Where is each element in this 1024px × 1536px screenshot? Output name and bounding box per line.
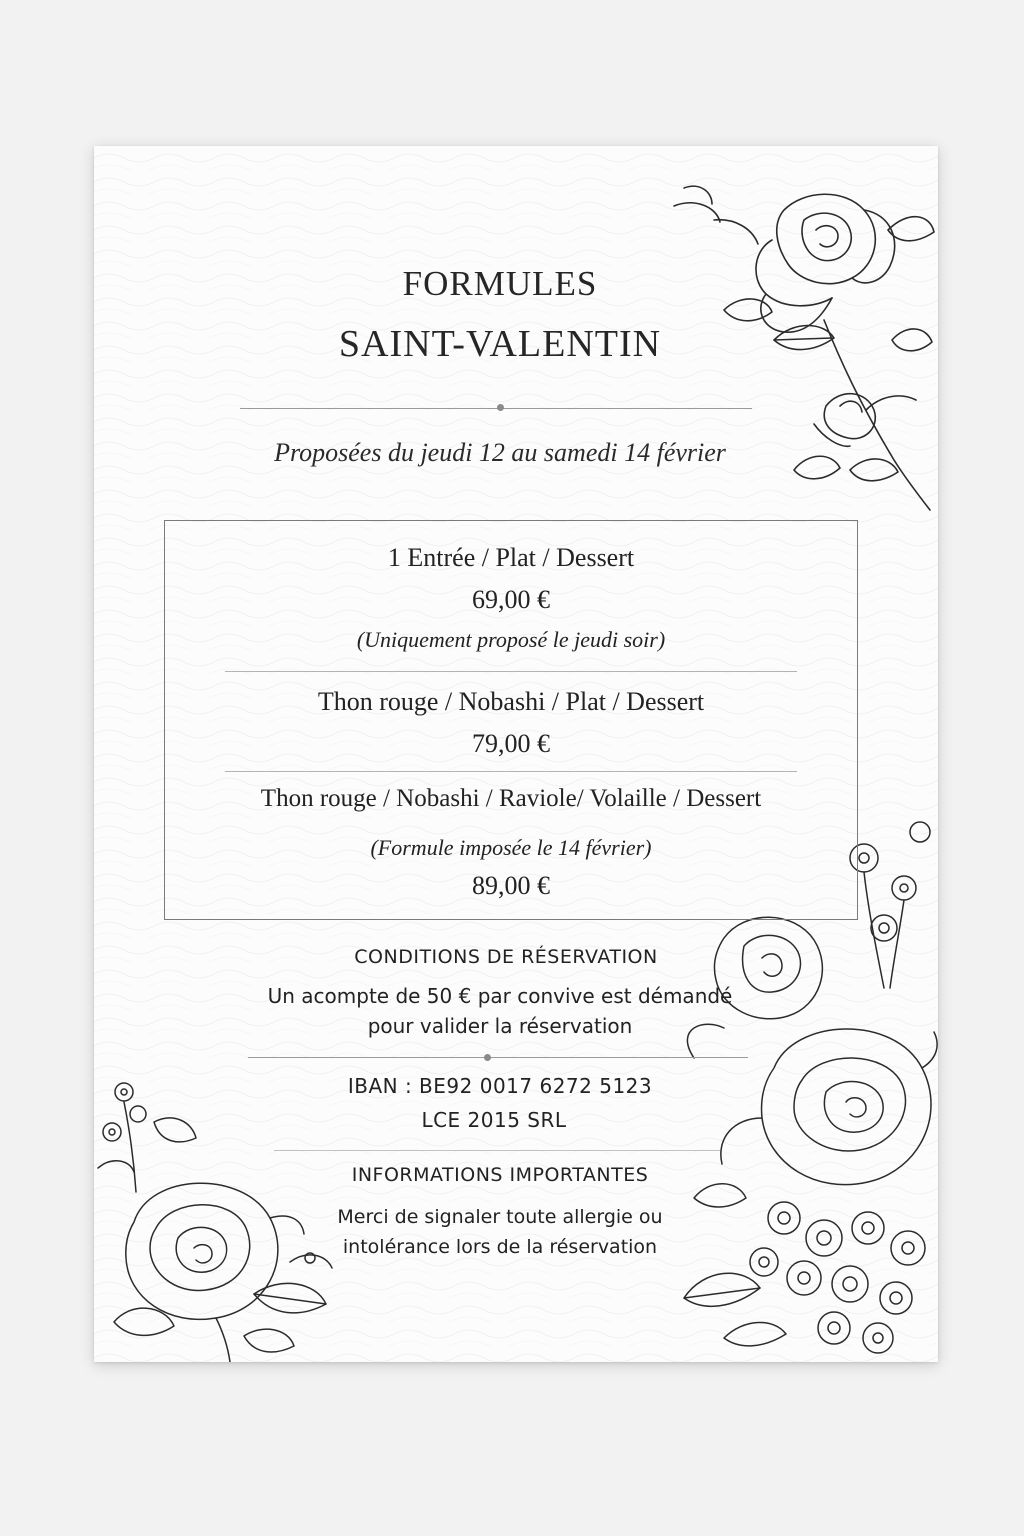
formula-divider-1 (225, 671, 797, 672)
formula-2-name: Thon rouge / Nobashi / Plat / Dessert (317, 687, 705, 716)
formula-3-name: Thon rouge / Nobashi / Raviole/ Volaille / Dessert (260, 785, 762, 812)
conditions-divider-dot (484, 1054, 491, 1061)
formula-1-name: 1 Entrée / Plat / Dessert (387, 543, 635, 572)
header-divider (240, 408, 752, 409)
bank-divider (274, 1150, 720, 1151)
info-line-2: intolérance lors de la réservation (342, 1236, 658, 1258)
formula-divider-2 (225, 771, 797, 772)
info-line-1: Merci de signaler toute allergie ou (337, 1206, 663, 1228)
formula-3-price: 89,00 € (472, 871, 550, 900)
title-line-2: SAINT-VALENTIN (338, 323, 662, 365)
conditions-line-1: Un acompte de 50 € par convive est démandé (267, 984, 733, 1008)
offer-dates: Proposées du jeudi 12 au samedi 14 février (274, 438, 726, 467)
conditions-divider (248, 1057, 748, 1058)
info-heading: INFORMATIONS IMPORTANTES (351, 1164, 649, 1186)
conditions-heading: CONDITIONS DE RÉSERVATION (354, 946, 658, 968)
company-name: LCE 2015 SRL (421, 1108, 567, 1132)
iban-text: IBAN : BE92 0017 6272 5123 (347, 1074, 653, 1098)
title-line-1: FORMULES (402, 264, 598, 303)
formula-1-price: 69,00 € (472, 585, 550, 614)
formula-3-note: (Formule imposée le 14 février) (370, 835, 652, 860)
conditions-line-2: pour valider la réservation (367, 1014, 633, 1038)
menu-card (94, 146, 938, 1362)
header-divider-dot (497, 404, 504, 411)
formulas-box (164, 520, 858, 920)
formula-1-note: (Uniquement proposé le jeudi soir) (356, 627, 666, 652)
formula-2-price: 79,00 € (472, 729, 550, 758)
